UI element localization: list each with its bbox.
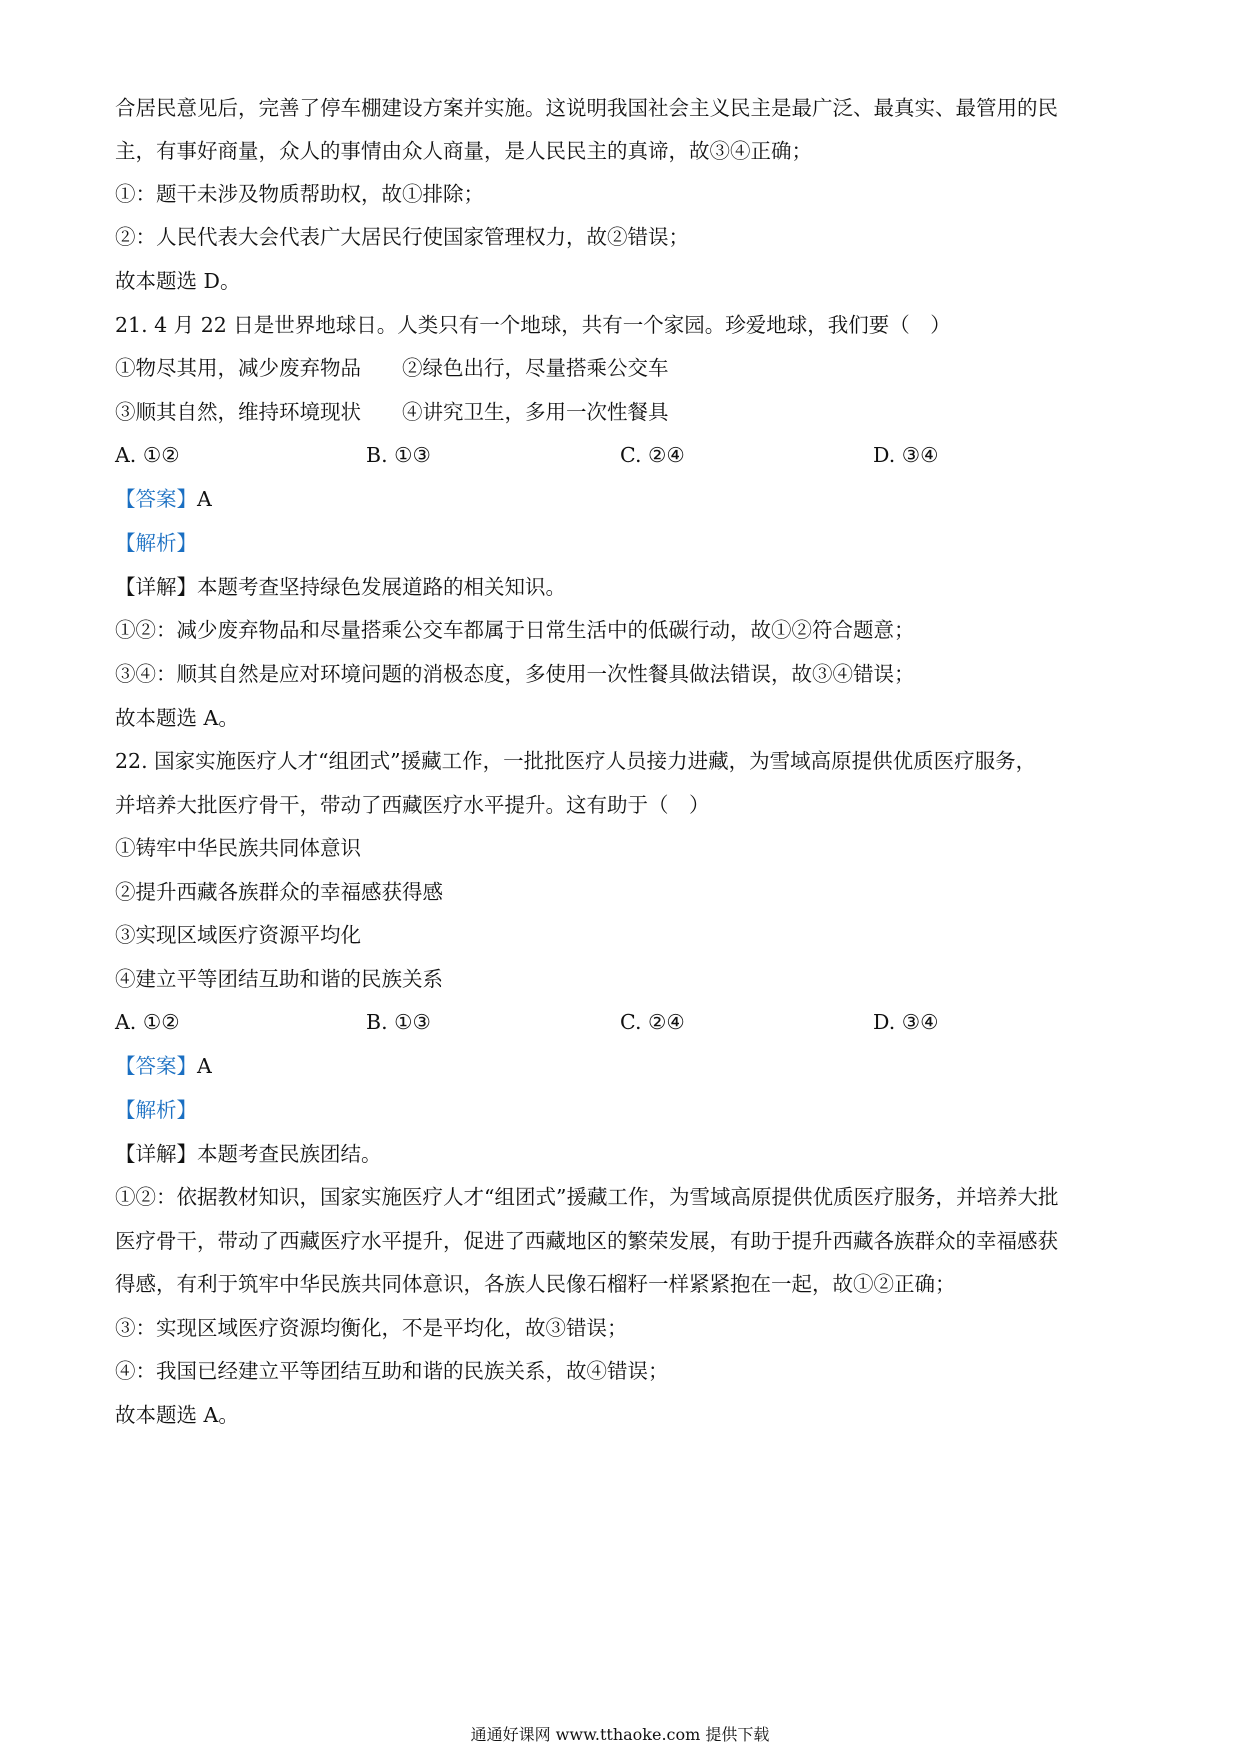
analysis-line xyxy=(115,528,197,558)
page-footer: 通通好课网 www.tthaoke.com 提供下载 xyxy=(470,1725,770,1744)
option-d: D. ③④ xyxy=(873,1010,939,1034)
explanation-line: ③：实现区域医疗资源均衡化，不是平均化，故③错误； xyxy=(115,1316,628,1340)
option-c: C. ②④ xyxy=(620,443,685,467)
answer-value: A xyxy=(197,487,212,511)
paragraph-line: 故本题选 D。 xyxy=(115,269,241,293)
answer-line xyxy=(115,484,212,514)
option-a: A. ①② xyxy=(115,1010,180,1034)
paragraph-line: 主，有事好商量，众人的事情由众人商量，是人民民主的真谛，故③④正确； xyxy=(115,139,812,163)
paragraph-line: ①：题干未涉及物质帮助权，故①排除； xyxy=(115,182,484,206)
explanation-line: 医疗骨干，带动了西藏医疗水平提升，促进了西藏地区的繁荣发展，有助于提升西藏各族群众的幸福感获 xyxy=(115,1229,1058,1253)
detail-tag: 【详解】 xyxy=(115,575,197,599)
question-22-stem: 22. 国家实施医疗人才“组团式”援藏工作，一批批医疗人员接力进藏，为雪域高原提供优质医疗服务， xyxy=(115,749,1037,773)
question-22-statement: ①铸牢中华民族共同体意识 xyxy=(115,836,361,860)
paragraph-line: ②：人民代表大会代表广大居民行使国家管理权力，故②错误； xyxy=(115,225,689,249)
option-b: B. ①③ xyxy=(366,1010,431,1034)
explanation-line: ③④：顺其自然是应对环境问题的消极态度，多使用一次性餐具做法错误，故③④错误； xyxy=(115,662,915,686)
option-c: C. ②④ xyxy=(620,1010,685,1034)
analysis-tag: 【解析】 xyxy=(115,531,197,555)
question-22-statement: ③实现区域医疗资源平均化 xyxy=(115,923,361,947)
question-22-statement: ②提升西藏各族群众的幸福感获得感 xyxy=(115,880,443,904)
analysis-tag: 【解析】 xyxy=(115,1098,197,1122)
explanation-line: ①②：减少废弃物品和尽量搭乘公交车都属于日常生活中的低碳行动，故①②符合题意； xyxy=(115,618,915,642)
explanation-line: ④：我国已经建立平等团结互助和谐的民族关系，故④错误； xyxy=(115,1359,669,1383)
detail-text: 本题考查坚持绿色发展道路的相关知识。 xyxy=(197,575,566,599)
explanation-line: 得感，有利于筑牢中华民族共同体意识，各族人民像石榴籽一样紧紧抱在一起，故①②正确； xyxy=(115,1272,956,1296)
explanation-line: 故本题选 A。 xyxy=(115,706,239,730)
paragraph-line: 合居民意见后，完善了停车棚建设方案并实施。这说明我国社会主义民主是最广泛、最真实、最管用的民 xyxy=(115,96,1058,120)
detail-line xyxy=(115,1139,382,1169)
option-a: A. ①② xyxy=(115,443,180,467)
answer-line xyxy=(115,1051,212,1081)
detail-tag: 【详解】 xyxy=(115,1142,197,1166)
question-21-statement: ①物尽其用，减少废弃物品 ②绿色出行，尽量搭乘公交车 xyxy=(115,356,669,380)
option-b: B. ①③ xyxy=(366,443,431,467)
explanation-line: ①②：依据教材知识，国家实施医疗人才“组团式”援藏工作，为雪域高原提供优质医疗服务，并培养大批 xyxy=(115,1185,1059,1209)
detail-line xyxy=(115,572,566,602)
question-21-statement: ③顺其自然，维持环境现状 ④讲究卫生，多用一次性餐具 xyxy=(115,400,669,424)
option-d: D. ③④ xyxy=(873,443,939,467)
detail-text: 本题考查民族团结。 xyxy=(197,1142,382,1166)
analysis-line xyxy=(115,1095,197,1125)
answer-value: A xyxy=(197,1054,212,1078)
question-21-stem: 21. 4 月 22 日是世界地球日。人类只有一个地球，共有一个家园。珍爱地球，我们要（ ） xyxy=(115,313,951,337)
answer-tag: 【答案】 xyxy=(115,1054,197,1078)
question-22-statement: ④建立平等团结互助和谐的民族关系 xyxy=(115,967,443,991)
answer-tag: 【答案】 xyxy=(115,487,197,511)
explanation-line: 故本题选 A。 xyxy=(115,1403,239,1427)
question-22-stem: 并培养大批医疗骨干，带动了西藏医疗水平提升。这有助于（ ） xyxy=(115,793,710,817)
